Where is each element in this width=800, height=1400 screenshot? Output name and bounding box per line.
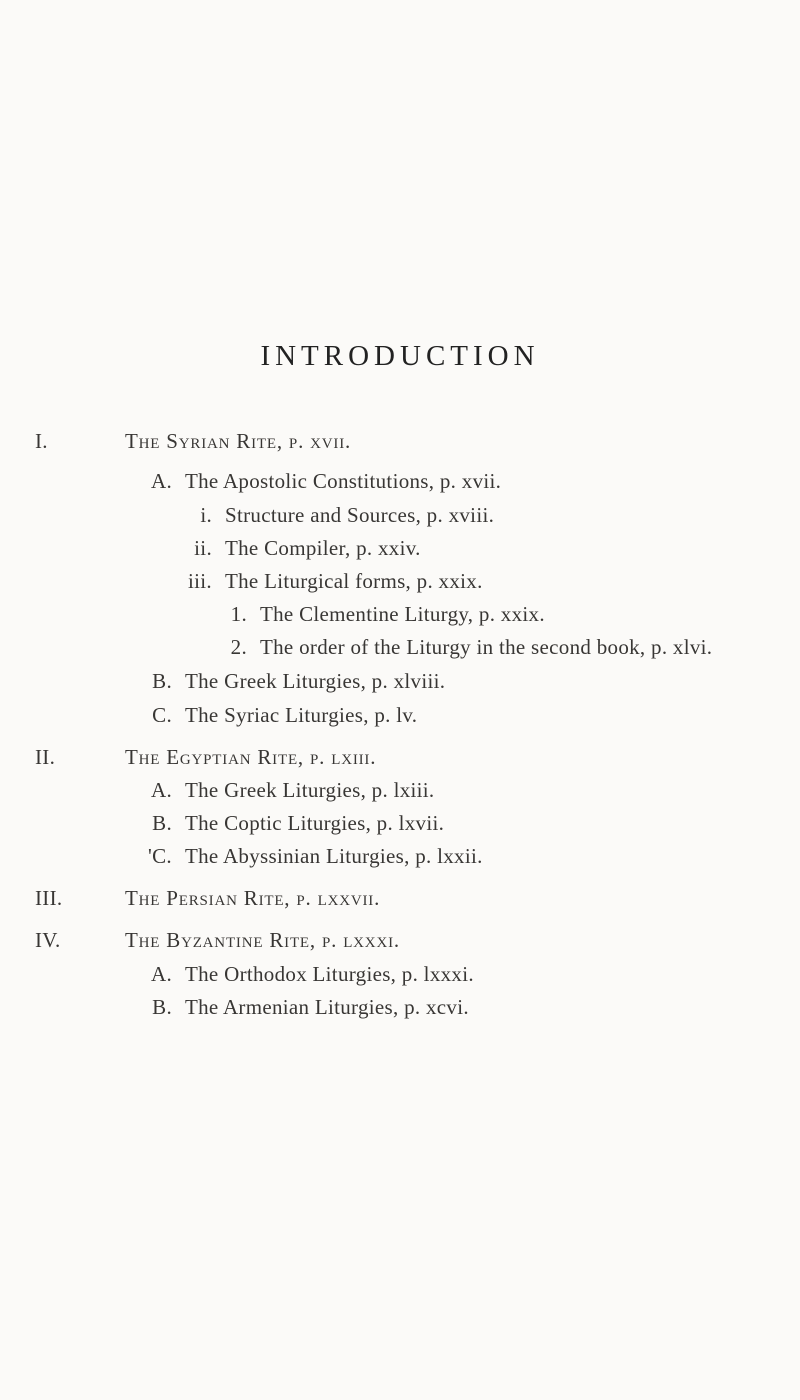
toc-text: Structure and Sources, p. xviii. xyxy=(225,503,495,527)
toc-number: iii. xyxy=(188,569,212,593)
toc-text: The Coptic Liturgies, p. lxvii. xyxy=(185,811,445,835)
toc-number: 1. xyxy=(230,602,247,626)
toc-subsection-1a xyxy=(150,466,502,496)
toc-subsection-2a xyxy=(150,775,435,805)
toc-number: I. xyxy=(35,429,48,453)
toc-item-1a-ii xyxy=(194,533,421,563)
toc-text: The Liturgical forms, p. xxix. xyxy=(225,569,483,593)
toc-number: II. xyxy=(35,745,56,769)
toc-number: A. xyxy=(150,962,172,986)
toc-number: IV. xyxy=(35,928,61,952)
toc-text: The Armenian Liturgies, p. xcvi. xyxy=(185,995,469,1019)
toc-text: The order of the Liturgy in the second book, p. xlvi. xyxy=(260,635,713,659)
toc-text: The Syriac Liturgies, p. lv. xyxy=(185,703,418,727)
toc-number: 2. xyxy=(230,635,247,659)
toc-number: B. xyxy=(152,811,172,835)
toc-text: The Persian Rite, p. lxxvii. xyxy=(125,886,381,910)
toc-text: The Greek Liturgies, p. xlviii. xyxy=(185,669,446,693)
toc-text: The Orthodox Liturgies, p. lxxxi. xyxy=(185,962,474,986)
toc-section-1 xyxy=(35,426,352,456)
toc-number: B. xyxy=(152,995,172,1019)
toc-text: The Greek Liturgies, p. lxiii. xyxy=(185,778,435,802)
toc-number: A. xyxy=(150,469,172,493)
toc-text: The Compiler, p. xxiv. xyxy=(225,536,421,560)
toc-number: III. xyxy=(35,886,63,910)
toc-subsection-2c xyxy=(148,841,483,871)
toc-number: B. xyxy=(152,669,172,693)
toc-item-1a-iii-1 xyxy=(230,599,545,629)
toc-text: The Apostolic Constitutions, p. xvii. xyxy=(185,469,502,493)
toc-number: C. xyxy=(152,703,172,727)
toc-number: ii. xyxy=(194,536,212,560)
toc-item-1a-iii xyxy=(188,566,483,596)
toc-subsection-1b xyxy=(152,666,446,696)
toc-section-4 xyxy=(35,925,400,955)
toc-section-3 xyxy=(35,883,381,913)
toc-text: The Abyssinian Liturgies, p. lxxii. xyxy=(185,844,483,868)
toc-section-2 xyxy=(35,742,377,772)
toc-text: The Byzantine Rite, p. lxxxi. xyxy=(125,928,400,952)
toc-text: The Clementine Liturgy, p. xxix. xyxy=(260,602,545,626)
page-title: INTRODUCTION xyxy=(260,340,540,372)
toc-text: The Egyptian Rite, p. lxiii. xyxy=(125,745,377,769)
toc-text: The Syrian Rite, p. xvii. xyxy=(125,429,352,453)
toc-subsection-4a xyxy=(150,959,474,989)
toc-item-1a-iii-2 xyxy=(230,632,713,662)
toc-subsection-1c xyxy=(152,700,418,730)
toc-number: A. xyxy=(150,778,172,802)
toc-subsection-4b xyxy=(152,992,469,1022)
toc-subsection-2b xyxy=(152,808,445,838)
toc-number: i. xyxy=(200,503,212,527)
toc-item-1a-i xyxy=(200,500,495,530)
toc-number: 'C. xyxy=(148,844,172,868)
